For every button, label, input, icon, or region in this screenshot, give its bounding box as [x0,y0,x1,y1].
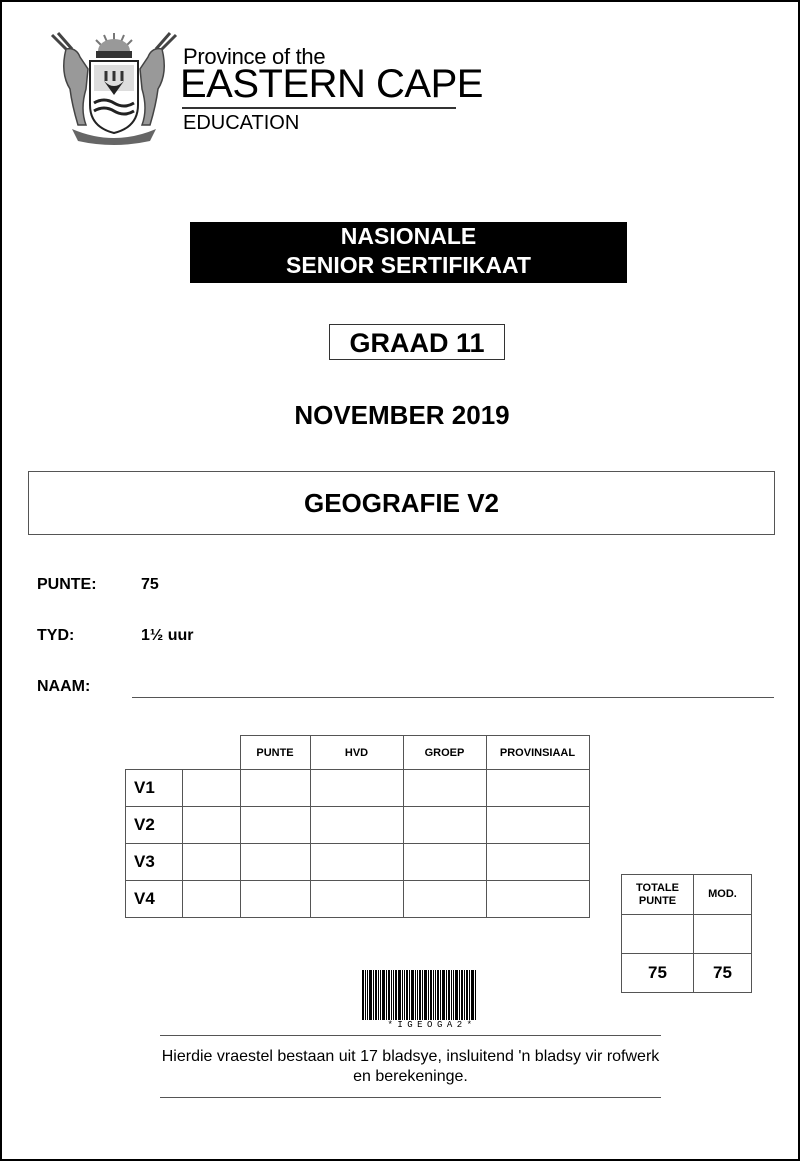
table-row [126,844,590,881]
table-cell[interactable] [240,881,310,918]
barcode-text: *IGEOGA2* [387,1020,477,1030]
marks-value: 75 [141,576,159,593]
table-cell[interactable] [183,807,241,844]
table-cell[interactable] [403,807,486,844]
mod-value: 75 [694,954,752,993]
subject-title: GEOGRAFIE V2 [28,471,775,535]
table-cell[interactable] [486,807,589,844]
time-label: TYD: [37,627,75,644]
row-label-v3: V3 [126,844,183,881]
table-row [126,881,590,918]
col-header-provinsiaal: PROVINSIAAL [486,736,589,770]
table-cell[interactable] [403,881,486,918]
table-cell[interactable] [403,844,486,881]
row-label-v4: V4 [126,881,183,918]
marks-label: PUNTE: [37,576,97,593]
logo-province-text: Province of the [183,44,326,69]
col-header-punte: PUNTE [240,736,310,770]
banner-line-1: NASIONALE [340,223,477,249]
table-cell[interactable] [310,770,403,807]
row-label-v2: V2 [126,807,183,844]
table-cell[interactable] [240,807,310,844]
table-cell[interactable] [486,770,589,807]
totals-blank-cell[interactable] [622,915,694,954]
table-cell[interactable] [240,844,310,881]
logo-eastern-cape-text: EASTERN CAPE [180,62,483,106]
table-cell[interactable] [183,770,241,807]
table-row [126,807,590,844]
footer-top-rule [160,1035,661,1036]
grade-label: GRAAD 11 [329,324,505,360]
table-cell[interactable] [486,881,589,918]
name-input-line[interactable] [132,697,774,698]
table-cell[interactable] [486,844,589,881]
time-value: 1½ uur [141,627,194,644]
exam-date: NOVEMBER 2019 [294,400,510,430]
totals-table [621,874,752,993]
table-cell[interactable] [310,881,403,918]
table-cell[interactable] [240,770,310,807]
page-count-note: Hierdie vraestel bestaan uit 17 bladsye, insluitend 'n bladsy vir rofwerk en berekeninge. [161,1048,660,1085]
coat-of-arms-icon [46,29,182,145]
table-cell[interactable] [183,881,241,918]
title-banner [190,222,627,283]
table-cell[interactable] [310,807,403,844]
barcode-icon [362,970,502,1020]
footer-bottom-rule [160,1097,661,1098]
totals-header: TOTALE PUNTE [622,875,694,915]
table-cell[interactable] [183,844,241,881]
table-cell[interactable] [403,770,486,807]
logo-education-text: EDUCATION [183,112,300,134]
table-cell[interactable] [310,844,403,881]
mod-header: MOD. [694,875,752,915]
row-label-v1: V1 [126,770,183,807]
table-row [126,770,590,807]
logo-divider [182,107,456,109]
col-header-groep: GROEP [403,736,486,770]
banner-line-2: SENIOR SERTIFIKAAT [286,252,531,278]
totals-value: 75 [622,954,694,993]
marks-table [125,735,590,918]
col-header-hvd: HVD [310,736,403,770]
name-label: NAAM: [37,678,91,695]
mod-blank-cell[interactable] [694,915,752,954]
